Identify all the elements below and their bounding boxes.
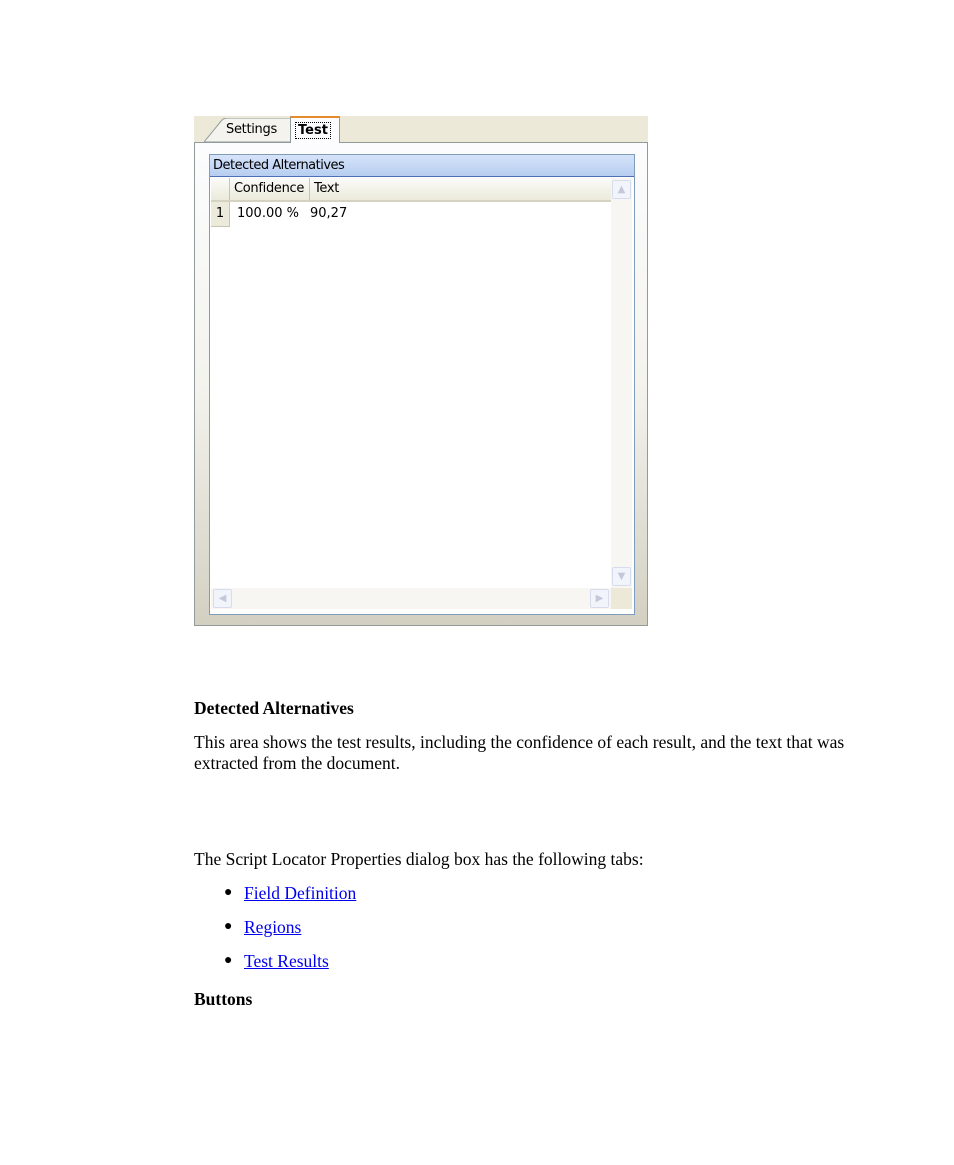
section-heading-detected-alternatives: Detected Alternatives: [194, 698, 354, 718]
link-field-definition[interactable]: Field Definition: [244, 883, 357, 903]
detected-alternatives-group: [209, 154, 635, 615]
tab-body: [194, 142, 648, 626]
results-grid[interactable]: [211, 178, 611, 588]
section-description: This area shows the test results, including the confidence of each result, and the text that was extracted from the document.: [194, 732, 845, 773]
bullet-icon: ●: [224, 953, 233, 968]
horizontal-scrollbar[interactable]: [211, 588, 611, 609]
cell-text: 90,27: [310, 206, 348, 221]
row-header: 1: [211, 202, 230, 227]
tab-strip: [194, 116, 648, 142]
group-title: Detected Alternatives: [210, 155, 634, 177]
vertical-scrollbar[interactable]: [611, 178, 632, 588]
column-header-text[interactable]: Text: [314, 181, 340, 196]
bullet-icon: ●: [224, 919, 233, 934]
table-row[interactable]: [211, 202, 611, 226]
scroll-down-icon[interactable]: ▼: [612, 567, 631, 586]
scroll-right-icon[interactable]: ▶: [590, 589, 609, 608]
tab-settings-label: Settings: [226, 122, 277, 137]
scroll-up-icon[interactable]: ▲: [612, 180, 631, 199]
column-header-confidence[interactable]: Confidence: [230, 178, 310, 200]
tab-settings[interactable]: [204, 118, 298, 141]
script-locator-test-tab-screenshot: [194, 116, 648, 626]
tab-test[interactable]: [290, 116, 340, 143]
bullet-icon: ●: [224, 885, 233, 900]
grid-header-row: [211, 178, 611, 202]
link-test-results[interactable]: Test Results: [244, 951, 329, 971]
section-heading-buttons: Buttons: [194, 989, 253, 1009]
tab-test-label: Test: [295, 122, 331, 139]
grid-corner-header: [211, 178, 230, 200]
link-regions[interactable]: Regions: [244, 917, 302, 937]
cell-confidence: 100.00 %: [237, 206, 299, 221]
tabs-intro: The Script Locator Properties dialog box has the following tabs:: [194, 849, 644, 869]
scrollbar-corner: [611, 588, 632, 609]
scroll-left-icon[interactable]: ◀: [213, 589, 232, 608]
